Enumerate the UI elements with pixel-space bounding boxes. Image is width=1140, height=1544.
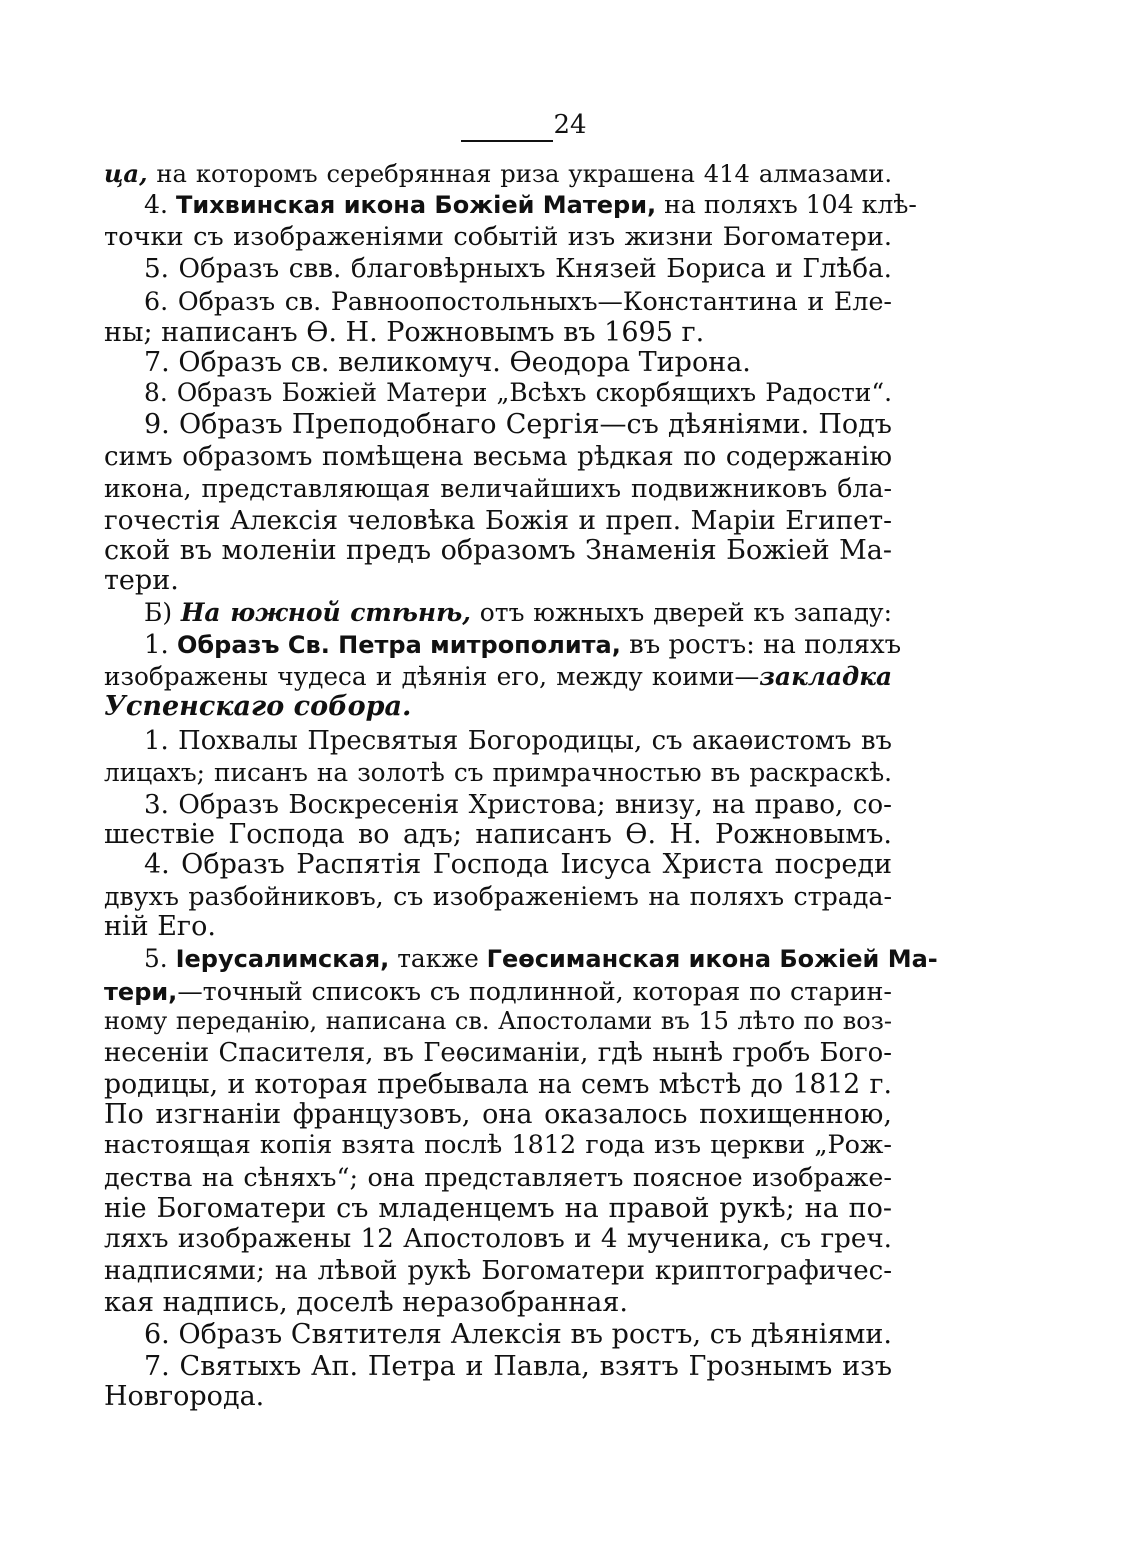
text-line: ній Его. <box>104 911 216 942</box>
text-line: родицы, и которая пребывала на семъ мѣстѣ до 1812 г. <box>104 1069 892 1100</box>
text-line: 7. Святыхъ Ап. Петра и Павла, взятъ Грознымъ изъ <box>144 1351 892 1382</box>
text-line: 7. Образъ св. великомуч. Ѳеодора Тирона. <box>144 347 751 378</box>
bold-heading: тери, <box>104 978 178 1006</box>
text-line: 6. Образъ св. Равноопостольныхъ—Константина и Еле- <box>144 286 892 316</box>
bold-heading: Образъ Св. Петра митрополита, <box>177 631 621 659</box>
text-line: шествіе Господа во адъ; написанъ Ѳ. Н. Рожновымъ. <box>104 819 892 850</box>
italic-phrase: Успенскаго собора. <box>104 691 412 722</box>
text-line: ляхъ изображены 12 Апостоловъ и 4 мученика, съ греч. <box>104 1224 892 1254</box>
text-line: изображены чудеса и дѣянія его, между коими—закладка <box>104 662 892 691</box>
text-line: 1. Образъ Св. Петра митрополита, въ ростъ: на поляхъ <box>144 630 902 660</box>
text-line: Новгорода. <box>104 1381 265 1412</box>
text-line: По изгнаніи французовъ, она оказалось похищенною, <box>104 1099 892 1130</box>
text-line: 6. Образъ Святителя Алексія въ ростъ, съ дѣяніями. <box>144 1319 892 1350</box>
text-line: ніе Богоматери съ младенцемъ на правой рукѣ; на по- <box>104 1193 892 1224</box>
text-line: точки съ изображеніями событій изъ жизни Богоматери. <box>104 222 892 252</box>
text-line: настоящая копія взята послѣ 1812 года изъ церкви „Рож- <box>104 1130 892 1160</box>
italic-word: ца, <box>104 159 148 188</box>
text-line: ному переданію, написана св. Апостолами въ 15 лѣто по воз- <box>104 1007 892 1035</box>
page-number-rule <box>461 140 553 142</box>
text-line: икона, представляющая величайшихъ подвижниковъ бла- <box>104 474 892 503</box>
text-line: гочестія Алексія человѣка Божія и преп. Маріи Египет- <box>104 506 892 536</box>
text-line: тери,—точный списокъ съ подлинной, которая по старин- <box>104 976 892 1006</box>
text-line: 4. Тихвинская икона Божіей Матери, на поляхъ 104 клѣ- <box>144 190 917 219</box>
italic-phrase: закладка <box>759 662 892 691</box>
text-line: двухъ разбойниковъ, съ изображеніемъ на поляхъ страда- <box>104 882 892 911</box>
italic-heading: На южной стѣнѣ, <box>180 598 471 627</box>
text-line: 3. Образъ Воскресенія Христова; внизу, на право, со- <box>144 790 892 820</box>
text-line: 4. Образъ Распятія Господа Іисуса Христа посреди <box>144 849 892 880</box>
text-line: 1. Похвалы Пресвятыя Богородицы, съ акаѳистомъ въ <box>144 726 892 756</box>
text-line: ца, на которомъ серебрянная риза украшена 414 алмазами. <box>104 159 892 188</box>
text-line: тери. <box>104 565 179 596</box>
text-line: 5. Образъ свв. благовѣрныхъ Князей Бориса и Глѣба. <box>144 254 892 284</box>
text-line: 5. Іерусалимская, также Геѳсиманская икона Божіей Ма- <box>144 944 938 973</box>
text-line: ской въ моленіи предъ образомъ Знаменія Божіей Ма- <box>104 535 892 566</box>
text-line: 8. Образъ Божіей Матери „Всѣхъ скорбящихъ Радости“. <box>144 378 892 407</box>
page-number: 24 <box>553 110 587 140</box>
text-line: симъ образомъ помѣщена весьма рѣдкая по содержанію <box>104 442 892 472</box>
text-line <box>104 690 892 724</box>
bold-heading: Іерусалимская, <box>175 945 390 973</box>
text-line: несеніи Спасителя, въ Геѳсиманіи, гдѣ нынѣ гробъ Бого- <box>104 1038 892 1068</box>
text-line: Б) На южной стѣнѣ, отъ южныхъ дверей къ западу: <box>144 598 892 627</box>
text-line: надписями; на лѣвой рукѣ Богоматери криптографичес- <box>104 1256 892 1286</box>
text-line: лицахъ; писанъ на золотѣ съ примрачностью въ раскраскѣ. <box>104 758 892 787</box>
bold-heading: Тихвинская икона Божіей Матери, <box>175 191 657 219</box>
text-line: ны; написанъ Ѳ. Н. Рожновымъ въ 1695 г. <box>104 317 705 348</box>
text-line: кая надпись, доселѣ неразобранная. <box>104 1287 628 1318</box>
text-line: 9. Образъ Преподобнаго Сергія—съ дѣяніями. Подъ <box>144 409 892 440</box>
bold-heading: Геѳсиманская икона Божіей Ма- <box>486 945 938 973</box>
text-line: дества на сѣняхъ“; она представляетъ поясное изображе- <box>104 1162 892 1192</box>
